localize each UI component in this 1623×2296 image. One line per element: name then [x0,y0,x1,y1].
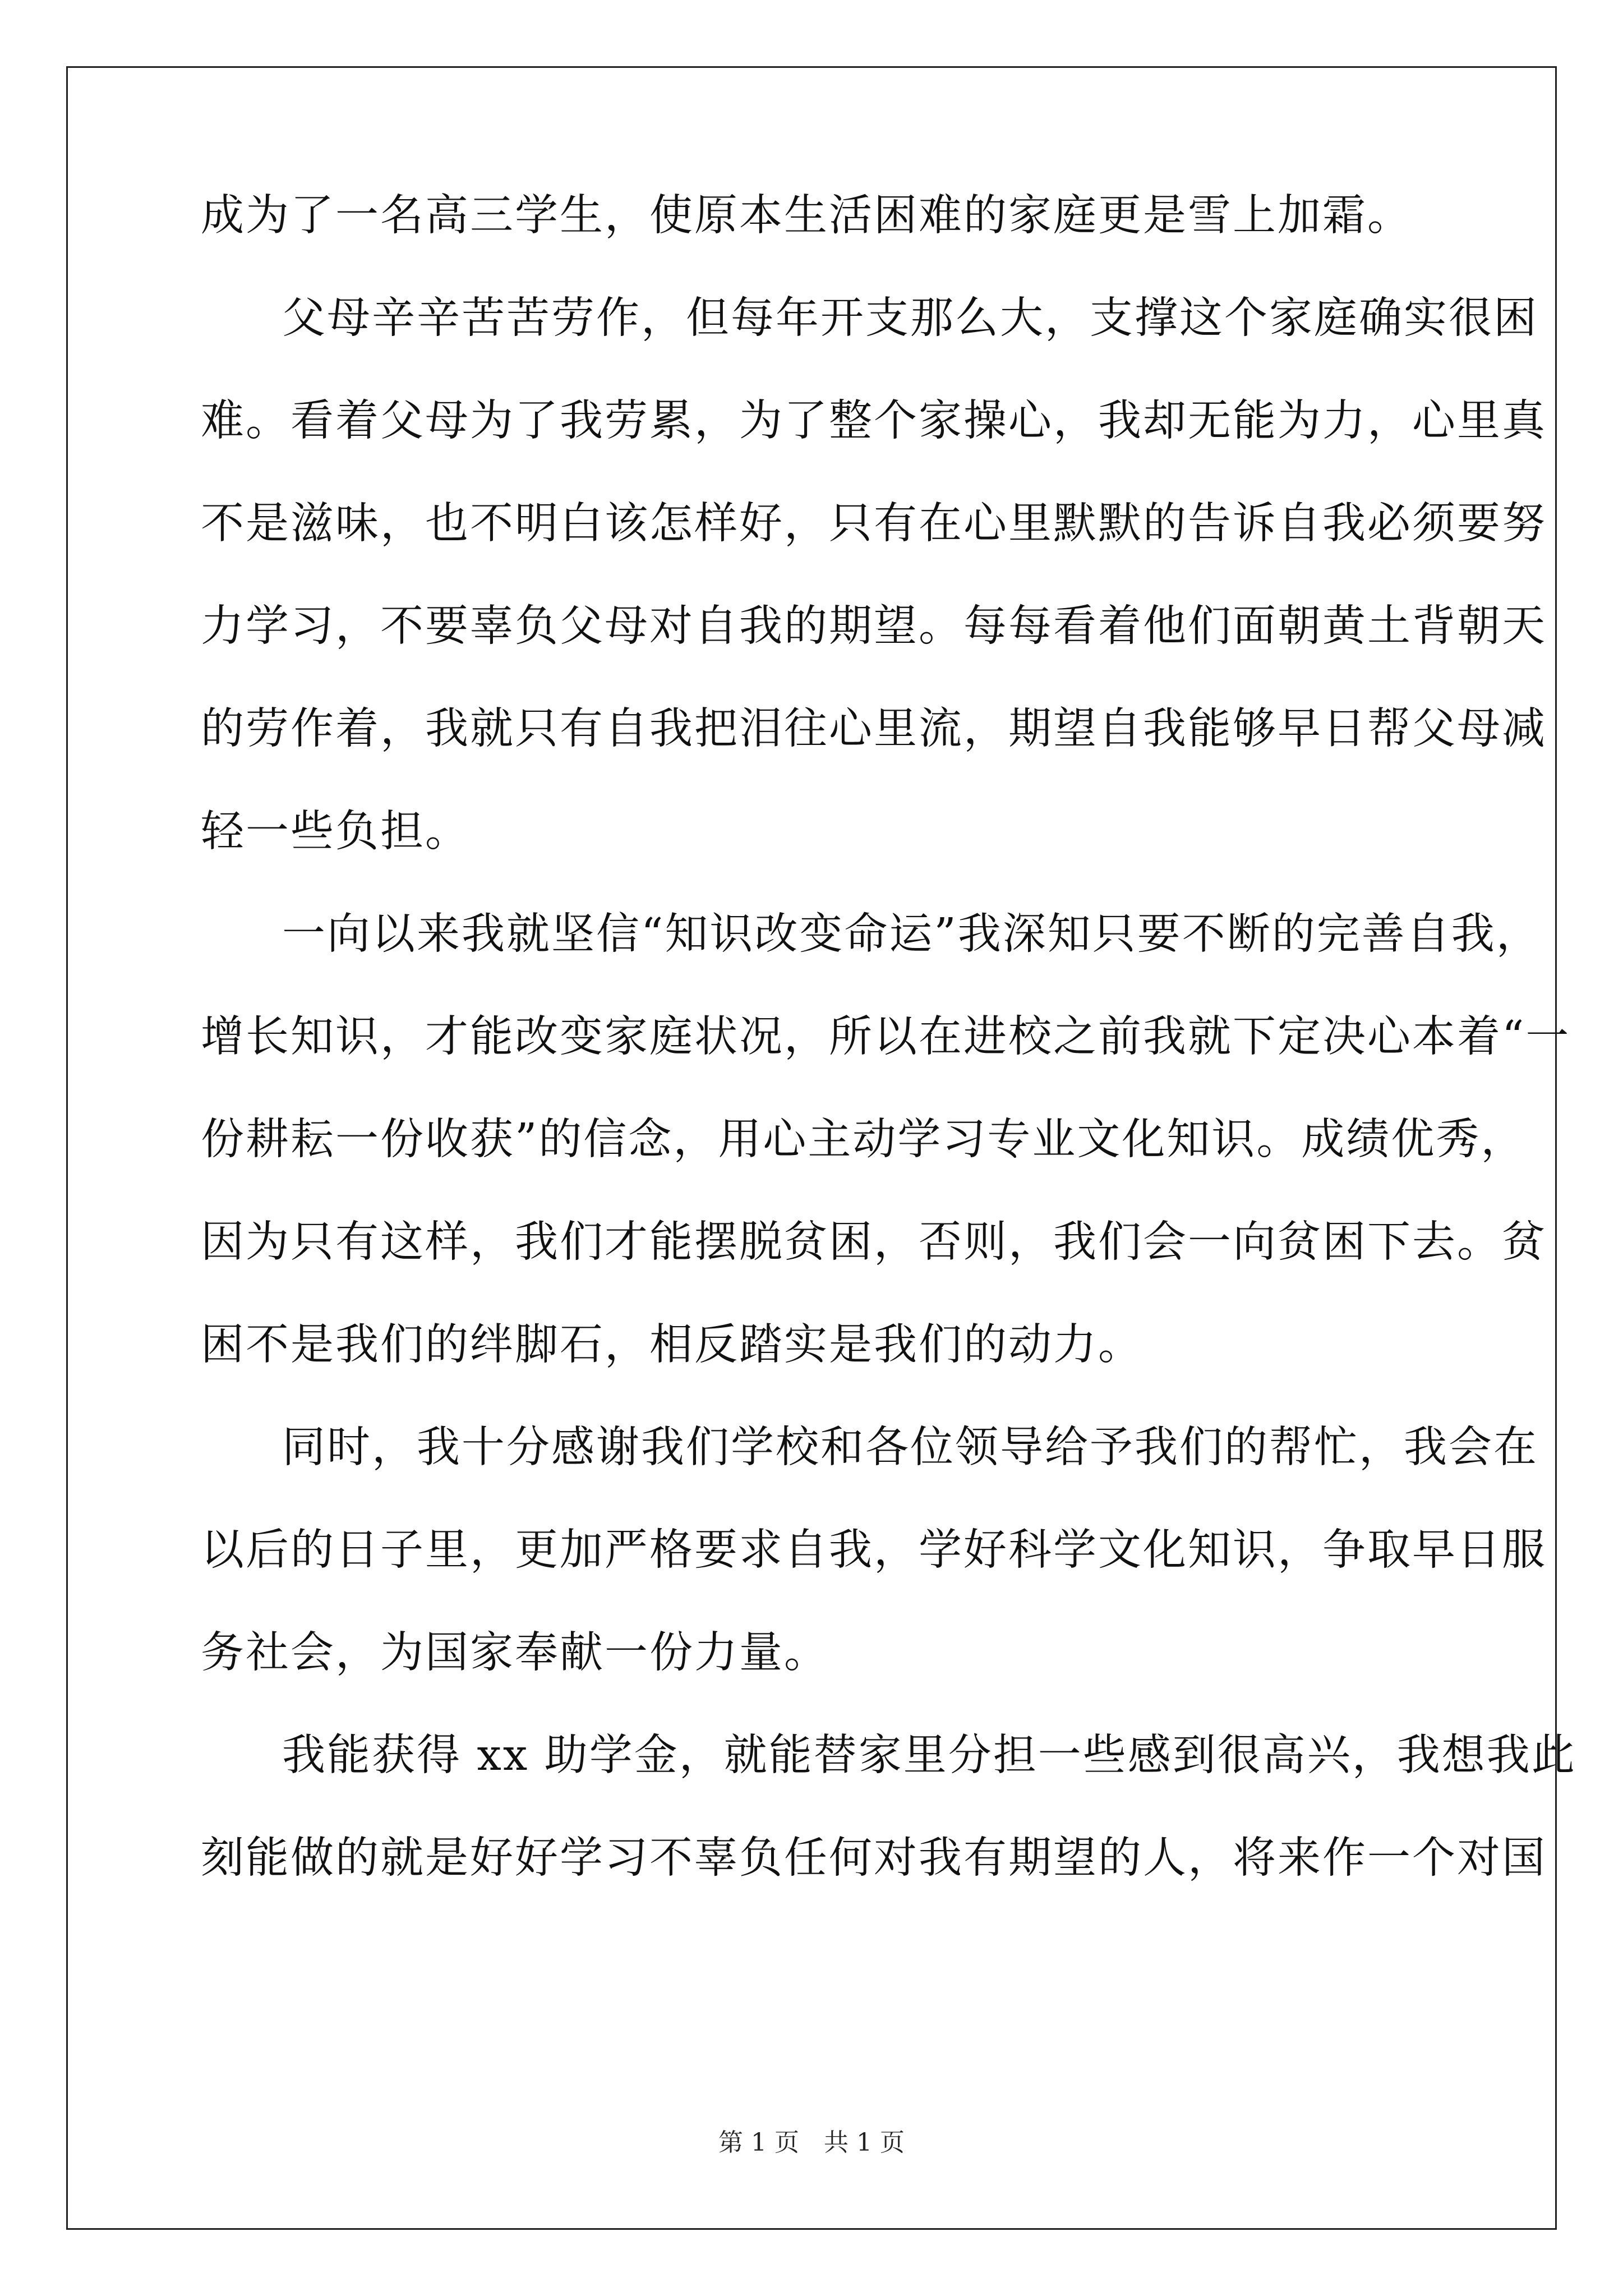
paragraph-start-line: 一向以来我就坚信“知识改变命运”我深知只要不断的完善自我， [282,909,1541,959]
text-line: 以后的日子里，更加严格要求自我，学好科学文化知识，争取早日服 [201,1525,1547,1575]
text-line: 务社会，为国家奉献一份力量。 [201,1628,829,1678]
paragraph-start-line: 我能获得 xx 助学金，就能替家里分担一些感到很高兴，我想我此 [282,1731,1576,1780]
text-line: 的劳作着，我就只有自我把泪往心里流，期望自我能够早日帮父母减 [201,704,1547,754]
text-line: 成为了一名高三学生，使原本生活困难的家庭更是雪上加霜。 [201,191,1412,241]
text-line: 力学习，不要辜负父母对自我的期望。每每看着他们面朝黄土背朝天 [201,601,1547,651]
paragraph-start-line: 父母辛辛苦苦劳作，但每年开支那么大，支撑这个家庭确实很困 [282,293,1538,343]
text-line: 不是滋味，也不明白该怎样好，只有在心里默默的告诉自我必须要努 [201,499,1547,549]
page-footer: 第 1 页 共 1 页 [718,2128,905,2157]
text-line: 难。看着父母为了我劳累，为了整个家操心，我却无能为力，心里真 [201,396,1547,446]
text-line: 因为只有这样，我们才能摆脱贫困，否则，我们会一向贫困下去。贫 [201,1217,1547,1267]
text-line: 份耕耘一份收获”的信念，用心主动学习专业文化知识。成绩优秀， [201,1115,1526,1165]
text-line: 刻能做的就是好好学习不辜负任何对我有期望的人，将来作一个对国 [201,1833,1547,1883]
text-line: 困不是我们的绊脚石，相反踏实是我们的动力。 [201,1320,1143,1370]
text-line: 增长知识，才能改变家庭状况，所以在进校之前我就下定决心本着“一 [201,1012,1571,1062]
text-line: 轻一些负担。 [201,807,470,857]
paragraph-start-line: 同时，我十分感谢我们学校和各位领导给予我们的帮忙，我会在 [282,1423,1538,1473]
